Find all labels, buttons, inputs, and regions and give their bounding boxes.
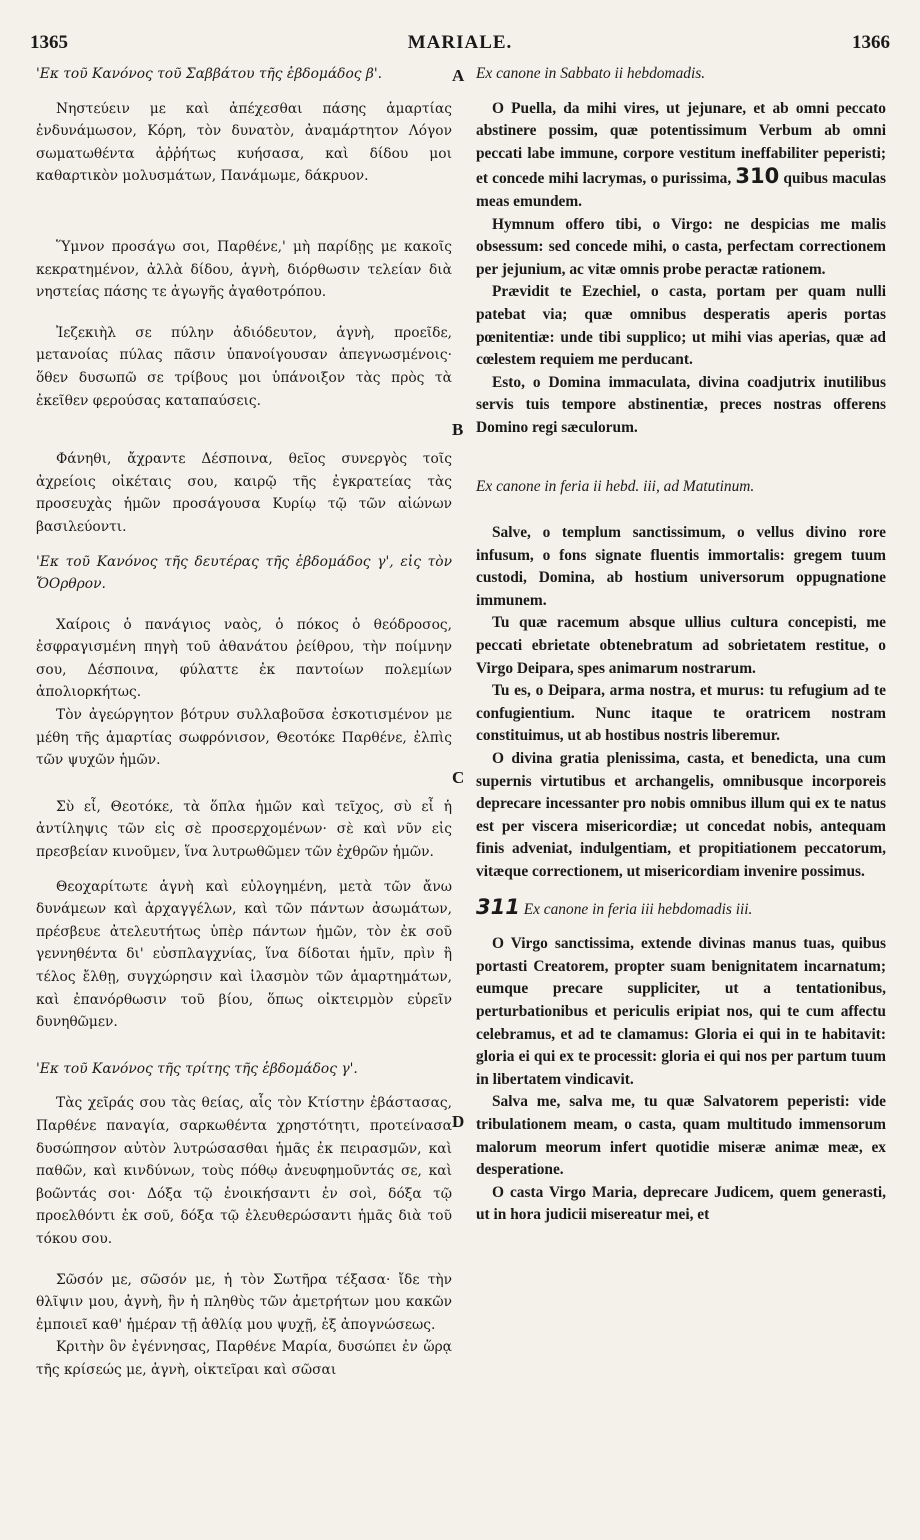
greek-column	[36, 63, 452, 1520]
latin-paragraph: Salve, o templum sanctissimum, o vellus divino rore infusum, o fons signate fluentis immortalis: gregem tuum custodi, Domina, ab hostium universorum oppugnatione immunem.	[476, 524, 886, 609]
page-number-right: 1366	[852, 32, 890, 53]
latin-paragraph: O casta Virgo Maria, deprecare Judicem, quem generasti, ut in hora judicii misereatur mei, et	[476, 1183, 886, 1224]
latin-paragraph: Salva me, salva me, tu quæ Salvatorem peperisti: vide tribulationem meam, o casta, quam multitudo immensorum malorum meorum infert quotidie miseræ animæ meæ, ex desperatione.	[476, 1093, 886, 1179]
greek-paragraph: Ἰεζεκιὴλ σε πύλην ἀδιόδευτον, ἁγνὴ, προεῖδε, μετανοίας πύλας πᾶσιν ὑπανοίγουσαν ἀπεγνωσμένοις· ὅθεν δυσωπῶ σε τρίβους μοι ὑπάνοιξον τὰς πρὸς τὰ ἐκεῖθεν φερούσας καταπαύσεις.	[36, 324, 452, 409]
greek-paragraph: Φάνηθι, ἄχραντε Δέσποινα, θεῖος συνεργὸς τοῖς ἀχρείοις οἰκέταις σου, καιρῷ τῆς ἐγκρατείας τὰς προσευχὰς ἡμῶν προσάγουσα Κυρίῳ τῷ τῶν αἰώνων βασιλεύοντι.	[36, 451, 452, 535]
margin-mark-a: A	[452, 66, 465, 85]
section-heading: Ex canone in Sabbato ii hebdomadis.	[476, 65, 706, 82]
latin-paragraph	[476, 98, 886, 214]
greek-paragraph: Τὰς χεῖράς σου τὰς θείας, αἷς τὸν Κτίστην ἐβάστασας, Παρθένε παναγία, σαρκωθέντα χρηστότητι, προτείνασα δυσώπησον αὐτὸν λυτρώσασθαι ἡμᾶς ἐκ πειρασμῶν, καὶ παθῶν, καὶ κινδύνων, τοὺς πόθῳ ἀνευφημοῦντάς σε, καὶ βοῶντάς σοι· Δόξα τῷ ἐνοικήσαντι ἐν σοὶ, δόξα τῷ προελθόντι ἐκ σοῦ, δόξα τῷ ἐλευθερώσαντι ἡμᾶς διὰ τοῦ τόκου σου.	[36, 1095, 452, 1247]
latin-text: quibus maculas meas emundem.	[476, 170, 886, 210]
margin-mark-b: B	[452, 420, 464, 439]
greek-paragraph: Σὺ εἶ, Θεοτόκε, τὰ ὅπλα ἡμῶν καὶ τεῖχος, σὺ εἶ ἡ ἀντίληψις τῶν εἰς σὲ προσερχομένων· σὲ καὶ νῦν εἰς πρεσβείαν κινοῦμεν, ἵνα λυτρωθῶμεν τῶν ἐχθρῶν ἡμῶν.	[36, 798, 452, 861]
page-header	[30, 32, 890, 62]
margin-mark-c: C	[452, 768, 465, 787]
running-title: MARIALE.	[407, 32, 513, 53]
latin-paragraph: Esto, o Domina immaculata, divina coadjutrix inutilibus servis tuis tempore abstinentiæ, preces nostras offerens Domino regi sæculorum.	[476, 373, 886, 436]
column-number-311: 311	[476, 894, 520, 919]
latin-paragraph: Tu quæ racemum absque ullius cultura concepisti, me peccati ebrietate obtenebratum ad sobrietatem restitue, o Virgo Deipara, spes animarum nostrarum.	[476, 614, 886, 677]
page-number-left: 1365	[30, 32, 68, 53]
greek-paragraph: Ὕμνον προσάγω σοι, Παρθένε,' μὴ παρίδῃς με κακοῖς κεκρατημένον, ἀλλὰ δίδου, ἁγνὴ, διόρθωσιν τελείαν διὰ νηστείας πάσης τε ἀγωγῆς ἀγαθοτρόπου.	[36, 238, 452, 301]
latin-paragraph: O Virgo sanctissima, extende divinas manus tuas, quibus portasti Creatorem, propter suam benignitatem incarnatum; eumque precare suppliciter, ut a tentationibus, perturbationibus et periculis eripiat nos, qui te cum affectu celebramus, et ad te clamamus: Gloria ei qui in te habitavit: gloria ei qui ex te processit: gloria ei qui nos per partum tuum in libertatem vindicavit.	[476, 935, 886, 1088]
latin-paragraph: Hymnum offero tibi, o Virgo: ne despicias me malis obsessum: sed concede mihi, o casta, perfectam correctionem per jejunium, ac vitæ omnis probe peractæ rationem.	[476, 215, 886, 278]
section-heading	[476, 896, 886, 922]
greek-paragraph: Σῶσόν με, σῶσόν με, ἡ τὸν Σωτῆρα τέξασα· ἴδε τὴν θλῖψιν μου, ἁγνὴ, ἣν ἡ πληθὺς τῶν ἀμετρήτων μου κακῶν ἐμποιεῖ καθ' ἡμέραν τῇ ἀθλίᾳ μου ψυχῇ, ἐξ ἀπογνώσεως.	[36, 1271, 452, 1333]
section-heading: 'Εκ τοῦ Κανόνος τῆς τρίτης τῆς ἑβδομάδος γ'.	[36, 1060, 358, 1077]
heading-text: Ex canone in feria iii hebdomadis iii.	[523, 900, 753, 918]
greek-paragraph: Τὸν ἀγεώργητον βότρυν συλλαβοῦσα ἐσκοτισμένον με μέθη τῆς ἁμαρτίας σωφρόνισον, Θεοτόκε Παρθένε, ἐλπὶς τῶν ψυχῶν ἡμῶν.	[36, 707, 452, 769]
greek-paragraph: Κριτὴν ὃν ἐγέννησας, Παρθένε Μαρία, δυσώπει ἐν ὥρᾳ τῆς κρίσεώς με, ἁγνὴ, οἰκτεῖραι καὶ σῶσαι	[36, 1339, 452, 1378]
section-heading: Ex canone in feria ii hebd. iii, ad Matutinum.	[476, 477, 755, 495]
section-heading: 'Εκ τοῦ Κανόνος τοῦ Σαββάτου τῆς ἑβδομάδος β'.	[36, 66, 383, 82]
column-number-310: 310	[735, 164, 780, 189]
latin-paragraph: O divina gratia plenissima, casta, et benedicta, una cum supernis virtutibus et archangelis, omnibusque incorporeis deprecare incessanter pro nobis omnibus illum qui ex te natus est per viscera misericordiæ; ut concedat nobis, antequam finis adveniat, indulgentiam, et propitiationem peccatorum, vitæque correctionem, ut misericordiam invenire possimus.	[476, 750, 886, 880]
latin-column	[476, 63, 886, 1520]
section-heading: 'Εκ τοῦ Κανόνος τῆς δευτέρας τῆς ἑβδομάδος γ', εἰς τὸν ὌΟρθρον.	[36, 553, 452, 593]
greek-paragraph: Νηστεύειν με καὶ ἀπέχεσθαι πάσης ἁμαρτίας ἐνδυνάμωσον, Κόρη, τὸν δυνατὸν, ἀναμάρτητον Λόγον σωματωθέντα ἀῤῥήτως κυήσασα, καὶ δίδου μοι καθαρτικὸν μολυσμάτων, Πανάμωμε, δάκρυον.	[36, 100, 452, 185]
greek-paragraph: Θεοχαρίτωτε ἁγνὴ καὶ εὐλογημένη, μετὰ τῶν ἄνω δυνάμεων καὶ ἀρχαγγέλων, καὶ τῶν πάντων ἀσωμάτων, πρέσβευε ἀτελευτήτως ὑπὲρ πάντων ἡμῶν, τὸν ἐκ σοῦ γεννηθέντα δι' εὐσπλαγχνίας, ἵνα δίδοται ἡμῖν, πρὶν ἢ τέλος ἔλθῃ, συγχώρησιν καὶ ἱλασμὸν τῶν ἁμαρτημάτων, καὶ ἐπανόρθωσιν τοῦ βίου, ὅπως οἰκτειρμὸν εὑρεῖν δυνηθῶμεν.	[36, 878, 452, 1031]
latin-text: O Puella, da mihi vires, ut jejunare, et ab omni peccato abstinere possim, quæ potentissimum Verbum ab omni peccati labe immune, corpore vestitum ineffabiliter peperisti; et concede mihi lacrymas, o purissima,	[476, 99, 886, 188]
greek-paragraph: Χαίροις ὁ πανάγιος ναὸς, ὁ πόκος ὁ θεόδροσος, ἐσφραγισμένη πηγὴ τοῦ ἀθανάτου ῥείθρου, τὴν ποίμνην σου, Δέσποινα, φύλαττε ἐκ παντοίων πολεμίων ἀπολιορκήτως.	[36, 616, 452, 701]
latin-paragraph: Prævidit te Ezechiel, o casta, portam per quam nulli patebat via; quæ omnibus desperatis aperis portas pœnitentiæ: unde tibi supplico; ut mihi vias aperias, quæ ad cœlestem requiem me perducant.	[476, 283, 886, 369]
latin-paragraph: Tu es, o Deipara, arma nostra, et murus: tu refugium ad te confugientium. Nunc itaque te oratricem nostram constituimus, ut ab hostibus nostris liberemur.	[476, 682, 886, 745]
margin-mark-d: D	[452, 1112, 465, 1131]
